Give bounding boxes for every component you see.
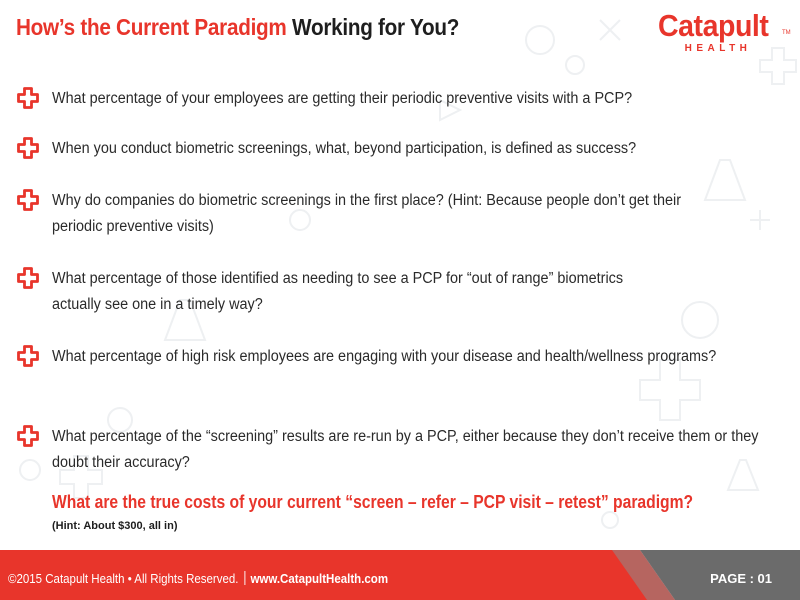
question-text: When you conduct biometric screenings, what, beyond participation, is defined as success? [52, 140, 637, 157]
logo-trademark: TM [782, 30, 791, 36]
red-cross-icon [16, 136, 40, 160]
footer-copyright: ©2015 Catapult Health • All Rights Reserved. [8, 572, 239, 586]
red-cross-icon [16, 188, 40, 212]
page-title-rest: Working for You? [292, 14, 460, 40]
logo-subtitle: HEALTH [684, 43, 752, 54]
red-cross-icon [16, 266, 40, 290]
catapult-health-logo [658, 8, 790, 60]
footer-divider [244, 571, 245, 585]
red-cross-icon [16, 86, 40, 110]
question-text: What percentage of your employees are getting their periodic preventive visits with a PCP? [52, 90, 633, 107]
red-cross-icon [16, 344, 40, 368]
footer-copyright-line [8, 571, 388, 586]
page-number: PAGE : 01 [710, 571, 772, 586]
summary-hint: (Hint: About $300, all in) [52, 520, 178, 532]
page-title [16, 14, 459, 41]
page-title-highlight: How’s the Current Paradigm [16, 14, 287, 40]
footer-website-link[interactable]: www.CatapultHealth.com [250, 572, 389, 586]
question-text: What percentage of those identified as needing to see a PCP for “out of range” biometrics actually see one in a timely way? [52, 270, 624, 313]
red-cross-icon [16, 424, 40, 448]
question-text: What percentage of high risk employees are engaging with your disease and health/wellness programs? [52, 348, 717, 365]
logo-wordmark: Catapult [658, 8, 769, 43]
summary-question: What are the true costs of your current “screen – refer – PCP visit – retest” paradigm? [52, 492, 694, 512]
question-text: Why do companies do biometric screenings in the first place? (Hint: Because people don’t get their periodic preventive visits) [52, 192, 681, 235]
question-text: What percentage of the “screening” results are re-run by a PCP, either because they don’t receive them or they doubt their accuracy? [52, 428, 759, 471]
footer-bar [0, 550, 800, 600]
